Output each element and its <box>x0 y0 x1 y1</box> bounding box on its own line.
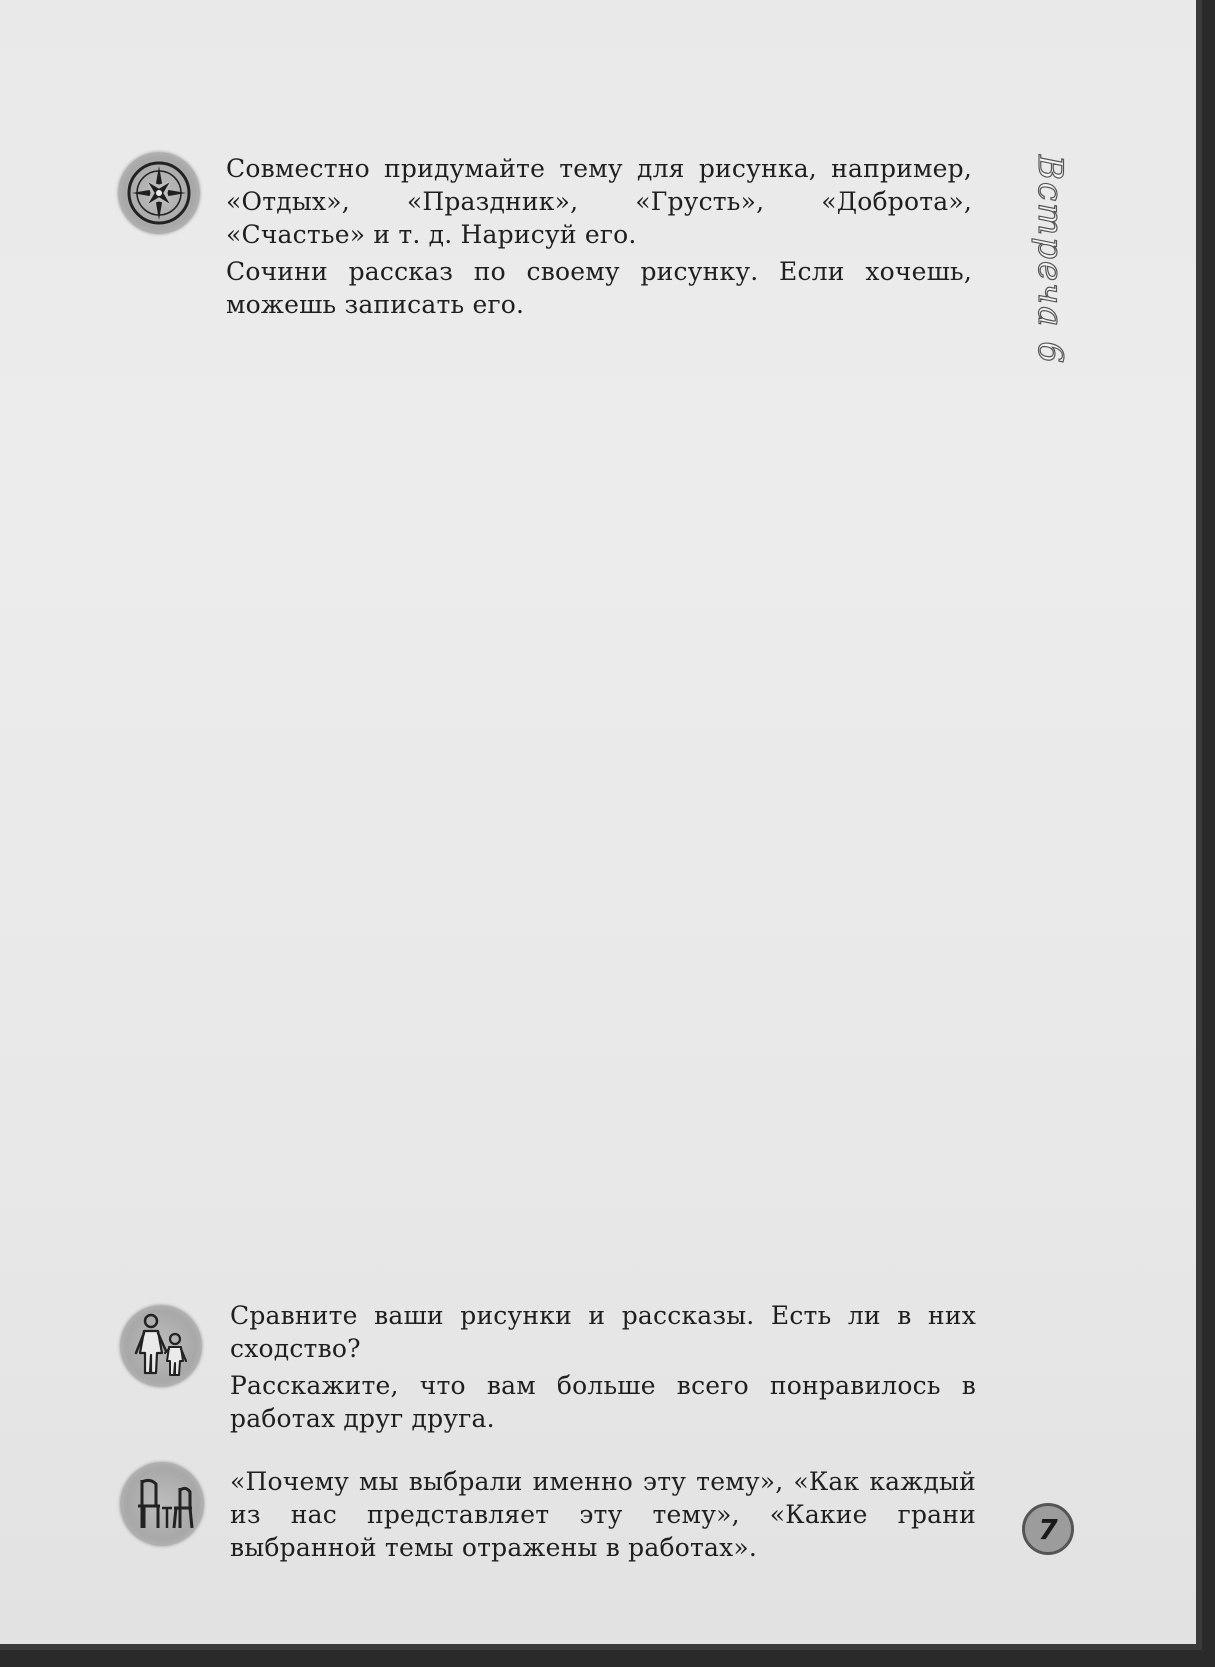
section-3-text <box>230 1465 976 1564</box>
section-1-paragraph-2: Сочини рассказ по своему рисунку. Если хочешь, можешь записать его. <box>226 257 972 319</box>
parent-and-child-icon <box>120 1305 202 1387</box>
page-number-badge <box>1022 1503 1074 1555</box>
page-number: 7 <box>1038 1512 1058 1546</box>
section-2-paragraph-1: Сравните ваши рисунки и рассказы. Есть ли в них сходство? <box>230 1301 976 1363</box>
chairs-discussion-icon <box>120 1462 204 1546</box>
side-title: Встреча 6 <box>1030 154 1070 365</box>
compass-rose-icon <box>118 152 200 234</box>
section-1-paragraph-1: Совместно придумайте тему для рисунка, например, «Отдых», «Праздник», «Грусть», «Доброта», «Счастье» и т. д. Нарисуй его. <box>226 154 972 249</box>
section-2-paragraph-2: Расскажите, что вам больше всего понравилось в работах друг друга. <box>230 1371 976 1433</box>
section-2-text <box>230 1299 976 1435</box>
section-3-paragraph-1: «Почему мы выбрали именно эту тему», «Как каждый из нас представляет эту тему», «Какие грани выбранной темы отражены в работах». <box>230 1467 976 1562</box>
section-1-text <box>226 152 972 321</box>
